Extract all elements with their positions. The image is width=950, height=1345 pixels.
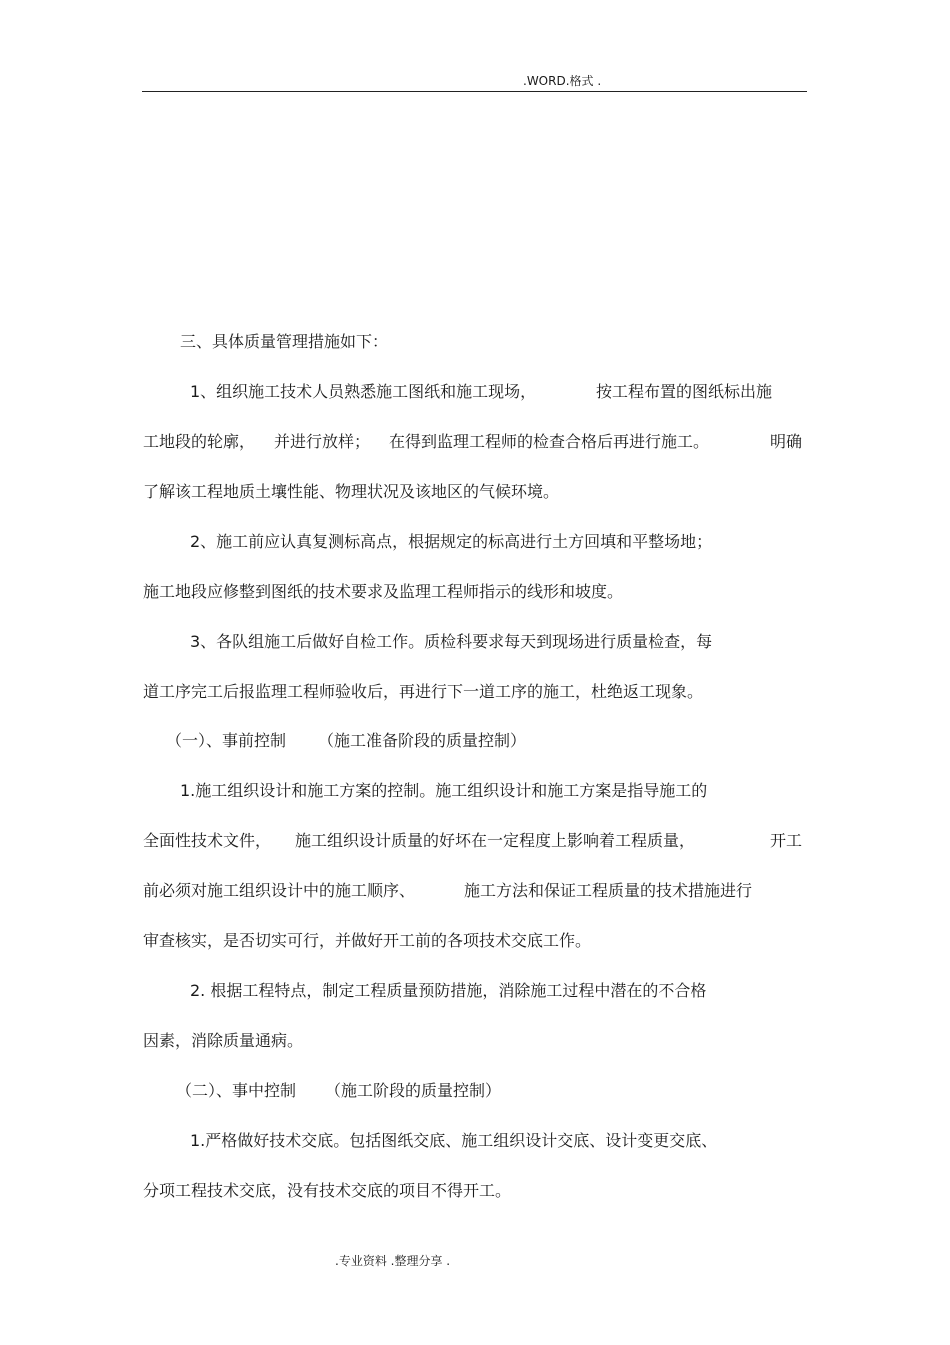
body-line: 施工组织设计质量的好坏在一定程度上影响着工程质量， — [295, 831, 696, 850]
body-line: 施工地段应修整到图纸的技术要求及监理工程师指示的线形和坡度。 — [143, 582, 624, 601]
page-header-text: .WORD.格式 . — [523, 74, 602, 88]
body-line: 1、组织施工技术人员熟悉施工图纸和施工现场， — [190, 382, 537, 401]
body-line: 分项工程技术交底，没有技术交底的项目不得开工。 — [143, 1181, 512, 1200]
body-line: 按工程布置的图纸标出施 — [596, 382, 773, 401]
body-line: 在得到监理工程师的检查合格后再进行施工。 — [389, 432, 710, 451]
body-line: 1.严格做好技术交底。包括图纸交底、施工组织设计交底、设计变更交底、 — [190, 1131, 718, 1150]
body-line: 施工方法和保证工程质量的技术措施进行 — [464, 881, 753, 900]
body-line: 审查核实，是否切实可行，并做好开工前的各项技术交底工作。 — [143, 931, 592, 950]
section-heading-note: （施工阶段的质量控制） — [325, 1081, 502, 1100]
body-line: 前必须对施工组织设计中的施工顺序、 — [143, 881, 416, 900]
body-line: 开工 — [770, 831, 803, 850]
page-header-rule — [142, 91, 807, 92]
body-line: 因素，消除质量通病。 — [143, 1031, 304, 1050]
body-line: 了解该工程地质土壤性能、物理状况及该地区的气候环境。 — [143, 482, 560, 501]
body-line: 道工序完工后报监理工程师验收后，再进行下一道工序的施工，杜绝返工现象。 — [143, 682, 704, 701]
body-line: 明确 — [770, 432, 803, 451]
body-line: 三、具体质量管理措施如下： — [180, 332, 389, 351]
body-line: 2. 根据工程特点，制定工程质量预防措施，消除施工过程中潜在的不合格 — [190, 981, 707, 1000]
body-line: 工地段的轮廓， — [143, 432, 256, 451]
body-line: 并进行放样； — [274, 432, 371, 451]
section-heading: （一）、事前控制 — [166, 731, 287, 750]
body-line: 3、各队组施工后做好自检工作。质检科要求每天到现场进行质量检查，每 — [190, 632, 713, 651]
page-footer-text: .专业资料 .整理分享 . — [335, 1254, 451, 1268]
section-heading-note: （施工准备阶段的质量控制） — [318, 731, 527, 750]
body-line: 全面性技术文件， — [143, 831, 272, 850]
section-heading: （二）、事中控制 — [176, 1081, 297, 1100]
body-line: 2、施工前应认真复测标高点，根据规定的标高进行土方回填和平整场地； — [190, 532, 713, 551]
body-line: 1.施工组织设计和施工方案的控制。施工组织设计和施工方案是指导施工的 — [180, 781, 708, 800]
